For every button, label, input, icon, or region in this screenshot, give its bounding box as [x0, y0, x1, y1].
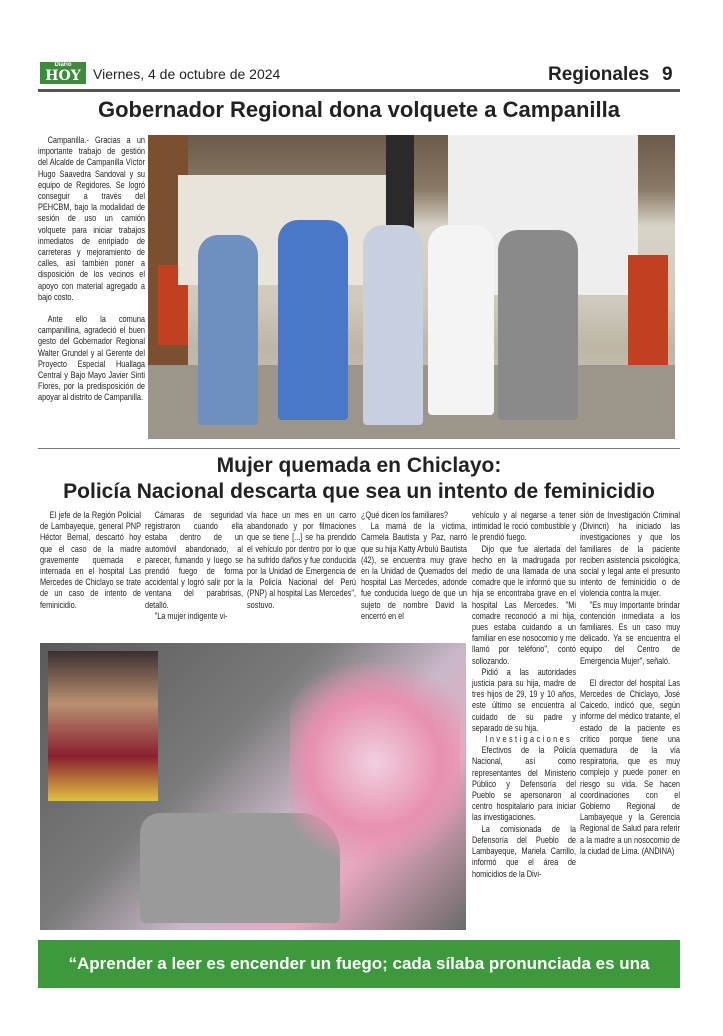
- quote-banner: “Aprender a leer es encender un fuego; cada sílaba pronunciada es una chispa”.: [38, 940, 680, 988]
- paragraph: "La mujer indigente vi-: [154, 610, 228, 621]
- header-rule: [38, 89, 680, 92]
- subheading: Investigaciones: [485, 734, 573, 745]
- photo-volquete-handover: [148, 135, 675, 439]
- paragraph: vehículo y al negarse a tener intimidad le roció combustible y le prendió fuego.: [472, 510, 576, 543]
- paragraph: sión de Investigación Criminal (Divincri) ha iniciado las investigaciones y que los familiares de la paciente reciben asistencia psicológica, social y legal ante el presunto intento de feminicidio o de violencia contra la mujer.: [580, 510, 680, 599]
- article2-column-2: [145, 510, 243, 622]
- headline-line: Mujer quemada en Chiclayo:: [216, 454, 502, 477]
- paragraph: El jefe de la Región Policial de Lambayeque, general PNP Héctor Bernal, descartó hoy que el caso de la madre gravemente quemada e internada en el hospital Las Mercedes de Chiclayo se trate de un caso de intento de feminicidio.: [40, 510, 141, 610]
- article2-column-4: [361, 510, 467, 622]
- article2-column-5: [472, 510, 576, 880]
- section-divider: [38, 448, 680, 449]
- article2-column-6: [580, 510, 680, 857]
- victim-portrait-inset: [48, 651, 158, 801]
- section-name: Regionales: [548, 64, 650, 85]
- issue-date: Viernes, 4 de octubre de 2024: [93, 66, 281, 82]
- logo: Diario HOY: [40, 62, 86, 84]
- subheading: ¿Qué dicen los familiares?: [361, 510, 449, 520]
- paragraph: Dijo que fue alertada del hecho en la madrugada por medio de una llamada de una comadre que le informó que su hija se encontraba grave en el hospital Las Mercedes. "Mi comadre reconoció a mi hija, pues estaba cuidando a un familiar en ese nosocomio y me llamó por teléfono", contó sollozando.: [472, 543, 576, 666]
- article1-column: [38, 135, 145, 404]
- article2-column-3: [247, 510, 356, 611]
- paragraph: Ante ello la comuna campanillina, agradeció el buen gesto del Gobernador Regional Walter Grundel y al Gerente del Proyecto Especial Huallaga Central y Bajo Mayo Javier Sinti Flores, por la predisposición de apoyar al distrito de Campanilla.: [38, 314, 145, 403]
- paragraph: Cámaras de seguridad registraron cuando ella estaba dentro de un automóvil abandonado, al parecer, fumando y luego se prendió fuego de forma accidental y logró salir por la ventana del parabrisas, detalló.: [145, 510, 243, 610]
- paragraph: El director del hospital Las Mercedes de Chiclayo, José Caicedo, indicó que, según informe del médico tratante, el estado de la paciente es crítico porque tiene una quemadura de la vía respiratoria, que es muy complejo y puede poner en riesgo su vida. Se hacen coordinaciones con el Gobierno Regional de Lambayeque y la Gerencia Regional de Salud para referir a la madre a un nosocomio de la ciudad de Lima. (ANDINA): [580, 677, 680, 856]
- article2-column-1: [40, 510, 141, 611]
- paragraph: Pidió a las autoridades justicia para su hija, madre de tres hijos de 29, 19 y 10 años, este último se encuentra al cuidado de su padre y separado de su hija.: [472, 666, 576, 733]
- paragraph: Campanilla.- Gracias a un importante trabajo de gestión del Alcalde de Campanilla Víctor Hugo Saavedra Sandoval y su equipo de Regidores. Se logró conseguir a través del PEHCBM, bajo la modalidad de sesión de uso un camión volquete para iniciar trabajos inmediatos de enripiado de carreteras y mejoramiento de calles, así también poner a disposición de los vecinos el apoyo con material agregado a bajo costo.: [38, 135, 145, 302]
- headline-2: [38, 453, 680, 505]
- paragraph: La comisionada de la Defensoría del Pueblo de Lambayeque, Mariela Carrillo, informó que el área de homicidios de la Divi-: [472, 823, 576, 879]
- page-number: 9: [662, 64, 673, 85]
- photo-burning-car: [40, 643, 466, 930]
- paragraph: "Es muy importante brindar contención inmediata a los familiares. Es un caso muy delicado. Ya se encuentra el equipo del Centro de Emergencia Mujer", señaló.: [580, 599, 680, 666]
- headline-1: Gobernador Regional dona volquete a Campanilla: [98, 97, 620, 122]
- paragraph: La mamá de la víctima, Carmela Bautista y Paz, narró que su hija Katty Arbulú Bautista (42), se encuentra muy grave en la Unidad de Quemados del hospital Las Mercedes, adonde fue conducida luego de que un sujeto de nombre David la encerró en el: [361, 521, 467, 621]
- paragraph: Efectivos de la Policía Nacional, así como representantes del Ministerio Público y Defensoría del Pueblo se apersonaron al centro hospitalario para iniciar las investigaciones.: [472, 745, 576, 823]
- paragraph: vía hace un mes en un carro abandonado y por filmaciones que se tiene [...] se ha prendido el vehículo por dentro por lo que ha sufrido daños y fue conducida por la Unidad de Emergencia de la Policía Nacional del Perú (PNP) al hospital Las Mercedes", sostuvo.: [247, 510, 356, 610]
- headline-line: Policía Nacional descarta que sea un intento de feminicidio: [63, 480, 655, 503]
